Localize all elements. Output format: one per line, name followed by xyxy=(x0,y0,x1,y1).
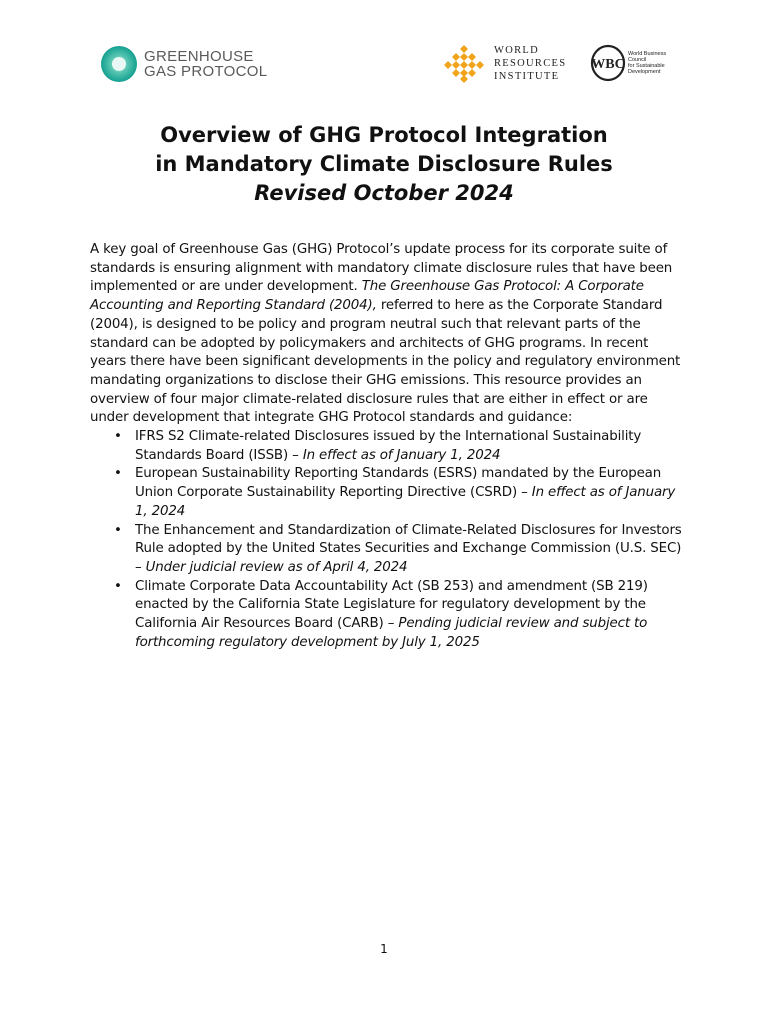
ghg-circle-icon xyxy=(100,45,138,83)
wbcsd-mark-icon xyxy=(590,44,626,82)
wri-logo-line3: INSTITUTE xyxy=(494,70,560,82)
intro-text-part1: A key goal of Greenhouse Gas (GHG) Protocol’s update process for its corporate suite of standards is ensuring alignment with mandatory climate disclosure rules that have been implemented or are under development. xyxy=(90,242,673,295)
wbcsd-logo xyxy=(590,44,678,82)
wbcsd-mark-text: WBC xyxy=(591,57,625,72)
bullet-icon: • xyxy=(114,466,122,482)
wri-logo xyxy=(444,43,566,83)
rule-status: In effect as of January 1, 2024 xyxy=(135,485,676,519)
list-item xyxy=(90,522,682,578)
wri-logo-line1: WORLD xyxy=(494,44,539,56)
rule-status: Pending judicial review and subject to forthcoming regulatory development by July 1, 2025 xyxy=(135,616,648,650)
title-revised-date: Revised October 2024 xyxy=(254,181,514,205)
wbcsd-logo-line2: Council xyxy=(628,57,647,63)
list-item xyxy=(90,465,682,521)
rule-description: European Sustainability Reporting Standards (ESRS) mandated by the European Union Corporate Sustainability Reporting Directive (CSRD) – xyxy=(135,466,662,501)
wri-diamond-icon xyxy=(444,43,484,83)
bullet-icon: • xyxy=(114,578,122,594)
title-line-1: Overview of GHG Protocol Integration xyxy=(160,123,608,147)
bullet-icon: • xyxy=(114,429,122,445)
rule-status: Under judicial review as of April 4, 2024 xyxy=(145,559,408,575)
list-item xyxy=(90,428,682,465)
page-number: 1 xyxy=(380,942,388,956)
disclosure-rules-list xyxy=(90,428,682,652)
bullet-icon: • xyxy=(114,522,122,538)
wbcsd-logo-line3: for Sustainable xyxy=(628,63,665,69)
ghg-logo-line2: GAS PROTOCOL xyxy=(144,63,268,80)
rule-description: The Enhancement and Standardization of Climate-Related Disclosures for Investors Rule adopted by the United States Securities and Exchange Commission (U.S. SEC) – xyxy=(135,522,682,575)
title-line-2: in Mandatory Climate Disclosure Rules xyxy=(155,152,613,176)
list-item xyxy=(90,578,682,653)
document-title xyxy=(0,121,768,208)
rule-description: IFRS S2 Climate-related Disclosures issued by the International Sustainability Standards Board (ISSB) – xyxy=(135,429,642,463)
rule-status: In effect as of January 1, 2024 xyxy=(302,447,501,463)
document-body xyxy=(90,241,682,652)
wbcsd-logo-line4: Development xyxy=(628,69,661,75)
intro-paragraph xyxy=(90,241,682,428)
intro-text-part2: referred to here as the Corporate Standard (2004), is designed to be policy and program neutral such that relevant parts of the standard can be adopted by policymakers and architects of GHG programs. In recent years there have been significant developments in the policy and regulatory environment mandating organizations to disclose their GHG emissions. This resource provides an overview of four major climate-related disclosure rules that are either in effect or are under development that integrate GHG Protocol standards and guidance: xyxy=(90,298,681,426)
ghg-protocol-logo xyxy=(100,45,267,83)
wri-logo-line2: RESOURCES xyxy=(494,57,567,69)
intro-standard-title: The Greenhouse Gas Protocol: A Corporate Accounting and Reporting Standard (2004), xyxy=(90,279,644,314)
rule-description: Climate Corporate Data Accountability Act (SB 253) and amendment (SB 219) enacted by the California State Legislature for regulatory development by the California Air Resources Board (CARB) – xyxy=(135,578,648,632)
wbcsd-logo-line1: World Business xyxy=(628,51,667,57)
ghg-logo-line1: GREENHOUSE xyxy=(144,48,254,65)
page-header xyxy=(0,0,768,110)
